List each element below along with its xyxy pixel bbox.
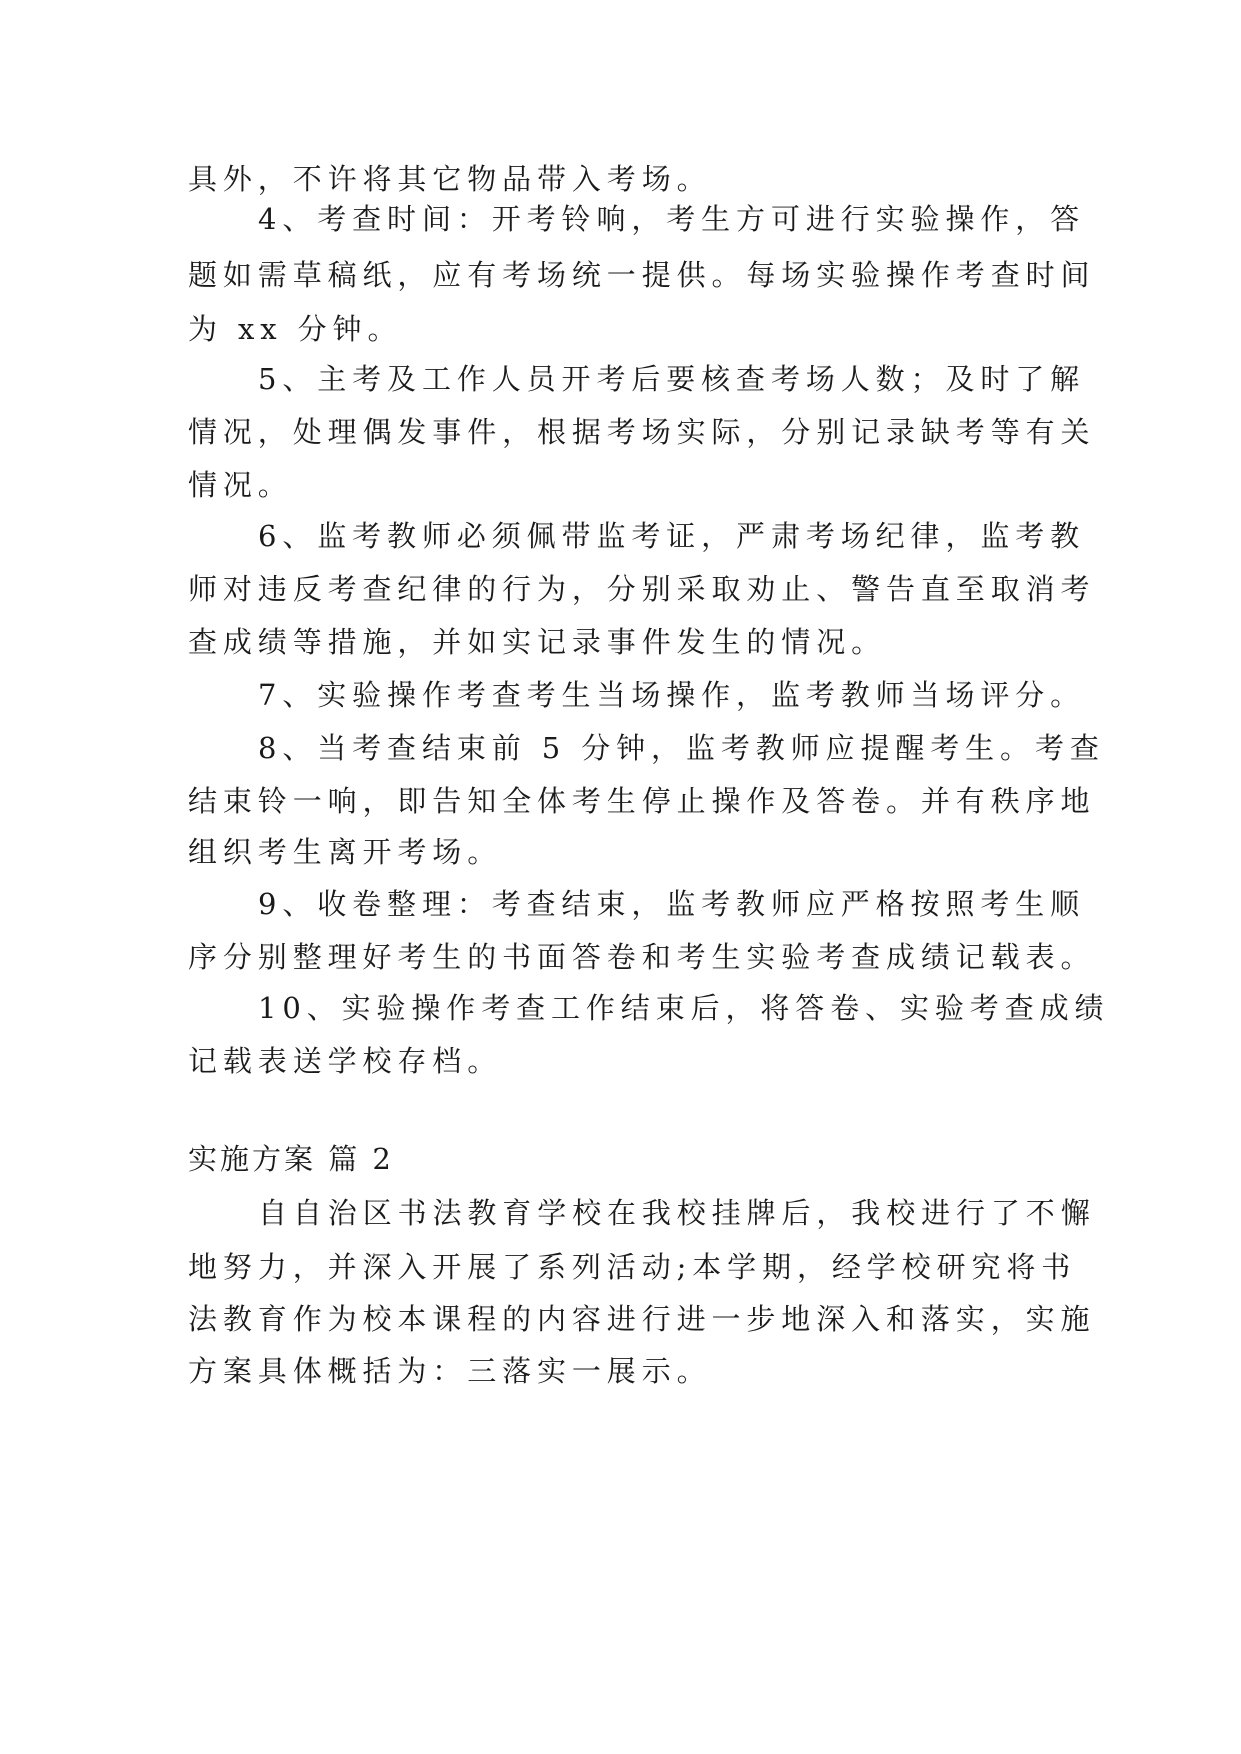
list-item-9-line-1: 9、收卷整理：考查结束，监考教师应严格按照考生顺 xyxy=(258,887,1086,921)
list-item-4-line-2: 题如需草稿纸，应有考场统一提供。每场实验操作考查时间 xyxy=(188,258,1096,292)
list-item-5-line-2: 情况，处理偶发事件，根据考场实际，分别记录缺考等有关 xyxy=(188,415,1096,449)
list-item-5-line-1: 5、主考及工作人员开考后要核查考场人数；及时了解 xyxy=(258,362,1086,396)
list-item-10-line-1: 10、实验操作考查工作结束后，将答卷、实验考查成绩 xyxy=(258,991,1110,1025)
section-paragraph-line-2: 地努力，并深入开展了系列活动;本学期，经学校研究将书 xyxy=(188,1250,1077,1284)
section-paragraph-line-3: 法教育作为校本课程的内容进行进一步地深入和落实，实施 xyxy=(188,1302,1096,1336)
list-item-4-line-3: 为 xx 分钟。 xyxy=(188,312,403,346)
list-item-6-line-3: 查成绩等措施，并如实记录事件发生的情况。 xyxy=(188,625,887,659)
body-text-line: 具外，不许将其它物品带入考场。 xyxy=(188,162,712,196)
list-item-6-line-1: 6、监考教师必须佩带监考证，严肃考场纪律，监考教 xyxy=(258,519,1086,553)
list-item-4-line-1: 4、考查时间：开考铃响，考生方可进行实验操作，答 xyxy=(258,202,1086,236)
list-item-6-line-2: 师对违反考查纪律的行为，分别采取劝止、警告直至取消考 xyxy=(188,572,1096,606)
list-item-8-line-1: 8、当考查结束前 5 分钟，监考教师应提醒考生。考查 xyxy=(258,731,1105,765)
section-heading: 实施方案 篇 2 xyxy=(188,1142,394,1176)
list-item-8-line-2: 结束铃一响，即告知全体考生停止操作及答卷。并有秩序地 xyxy=(188,784,1096,818)
list-item-7-line-1: 7、实验操作考查考生当场操作，监考教师当场评分。 xyxy=(258,678,1086,712)
section-paragraph-line-1: 自自治区书法教育学校在我校挂牌后，我校进行了不懈 xyxy=(258,1196,1096,1230)
list-item-5-line-3: 情况。 xyxy=(188,468,293,502)
list-item-8-line-3: 组织考生离开考场。 xyxy=(188,835,503,869)
list-item-9-line-2: 序分别整理好考生的书面答卷和考生实验考查成绩记载表。 xyxy=(188,940,1096,974)
list-item-10-line-2: 记载表送学校存档。 xyxy=(188,1044,503,1078)
section-paragraph-line-4: 方案具体概括为：三落实一展示。 xyxy=(188,1354,712,1388)
